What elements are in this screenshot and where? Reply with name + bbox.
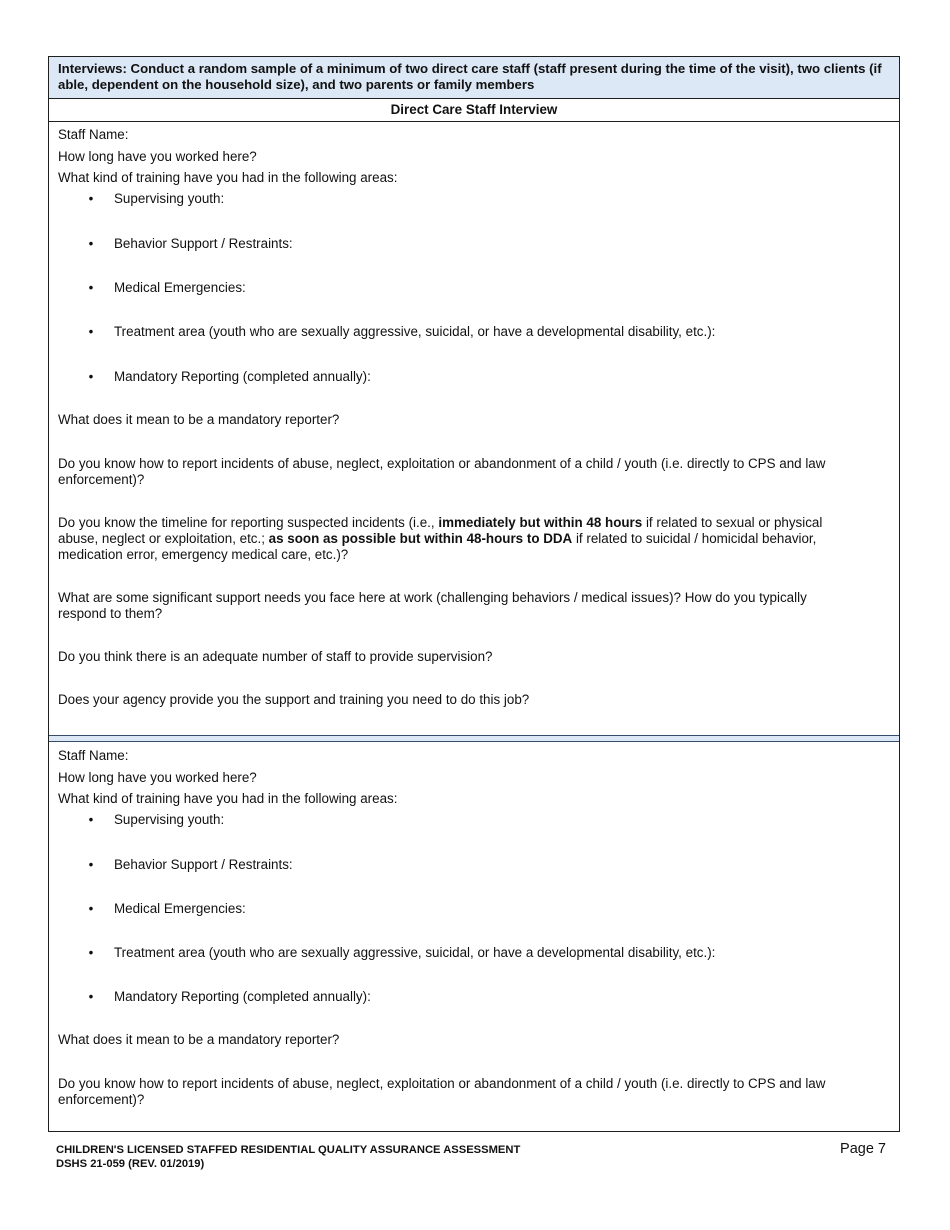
bullet-icon: •	[88, 369, 94, 384]
training-intro-1: What kind of training have you had in the following areas:	[58, 170, 398, 185]
page-number: Page 7	[840, 1141, 886, 1157]
how-long-question-1: How long have you worked here?	[58, 149, 257, 164]
footer-form-number: DSHS 21-059 (REV. 01/2019)	[56, 1157, 205, 1170]
agency-support-question-1: Does your agency provide you the support and training you need to do this job?	[58, 692, 530, 707]
bullet-icon: •	[88, 280, 94, 295]
bullet-icon: •	[88, 857, 94, 872]
training-intro-2: What kind of training have you had in the following areas:	[58, 791, 398, 806]
section-title: Direct Care Staff Interview	[49, 99, 899, 122]
bullet-icon: •	[88, 324, 94, 339]
staff-name-label-2: Staff Name:	[58, 748, 129, 763]
bullet-icon: •	[88, 901, 94, 916]
mandatory-reporter-question-1: What does it mean to be a mandatory reporter?	[58, 412, 340, 427]
interview-form-frame: Interviews: Conduct a random sample of a minimum of two direct care staff (staff present during the time of the visit), two clients (if able, dependent on the household size), and two parents or family members Direct Care Staff Interview Staff Name: How long have you worked here? What kind of training have you had in the following areas: • Supervising youth: • Behavior Support / Restraints: • Medical Emergencies: • Treatment area (youth who are sexually aggressive, suicidal, or have a developmental disability, etc.): • Mandatory Reporting (completed annually): What does it mean to be a mandatory reporter? Do you know how to report incidents of abuse, neglect, exploitation or abandonment of a child / youth (i.e. directly to CPS and law enforcement)? Do you know the timeline for reporting suspected incidents (i.e., immediately but within 48 hours if related to sexual or physical abuse, neglect or exploitation, etc.; as soon as possible but within 48-hours to DDA if related to suicidal / homicidal behavior, medication error, emergency medical care, etc.)? What are some significant support needs you face here at work (challenging behaviors / medical issues)? How do you typically respond to them? Do you think there is an adequate number of staff to provide supervision? Does your agency provide you the support and training you need to do this job? Staff Name: How long have you worked here? What kind of training have you had in the following areas: • Supervising youth: • Behavior Support / Restraints: • Medical Emergencies: • Treatment area (youth who are sexually aggressive, suicidal, or have a developmental disability, etc.): • Mandatory Reporting (completed annually): What does it mean to be a mandatory reporter? Do you know how to report incidents of abuse, neglect, exploitation or abandonment of a child / youth (i.e. directly to CPS and law enforcement)?	[48, 56, 900, 1132]
how-long-question-2: How long have you worked here?	[58, 770, 257, 785]
footer-form-title: CHILDREN'S LICENSED STAFFED RESIDENTIAL QUALITY ASSURANCE ASSESSMENT	[56, 1144, 521, 1156]
report-how-question-2: Do you know how to report incidents of abuse, neglect, exploitation or abandonment of a child / youth (i.e. directly to CPS and law enforcement)?	[58, 1076, 826, 1107]
bullet-icon: •	[88, 812, 94, 827]
staff-name-label-1: Staff Name:	[58, 127, 129, 142]
bullet-icon: •	[88, 945, 94, 960]
interview-divider	[49, 735, 899, 742]
staffing-question-1: Do you think there is an adequate number of staff to provide supervision?	[58, 649, 493, 664]
support-needs-question-1: What are some significant support needs you face here at work (challenging behaviors / medical issues)? How do you typically respond to them?	[58, 590, 807, 621]
footer-form-info	[56, 1144, 520, 1171]
interview-instructions: Interviews: Conduct a random sample of a minimum of two direct care staff (staff present during the time of the visit), two clients (if able, dependent on the household size), and two parents or family members	[49, 57, 899, 99]
bullet-icon: •	[88, 989, 94, 1004]
bullet-icon: •	[88, 236, 94, 251]
report-how-question-1: Do you know how to report incidents of abuse, neglect, exploitation or abandonment of a child / youth (i.e. directly to CPS and law enforcement)?	[58, 456, 826, 487]
mandatory-reporter-question-2: What does it mean to be a mandatory reporter?	[58, 1032, 340, 1047]
reporting-timeline-question-1: Do you know the timeline for reporting suspected incidents (i.e., immediately but within 48 hours if related to sexual or physical abuse, neglect or exploitation, etc.; as soon as possible but within 48-hours to DDA if related to suicidal / homicidal behavior, medication error, emergency medical care, etc.)?	[58, 515, 823, 562]
bullet-icon: •	[88, 191, 94, 206]
